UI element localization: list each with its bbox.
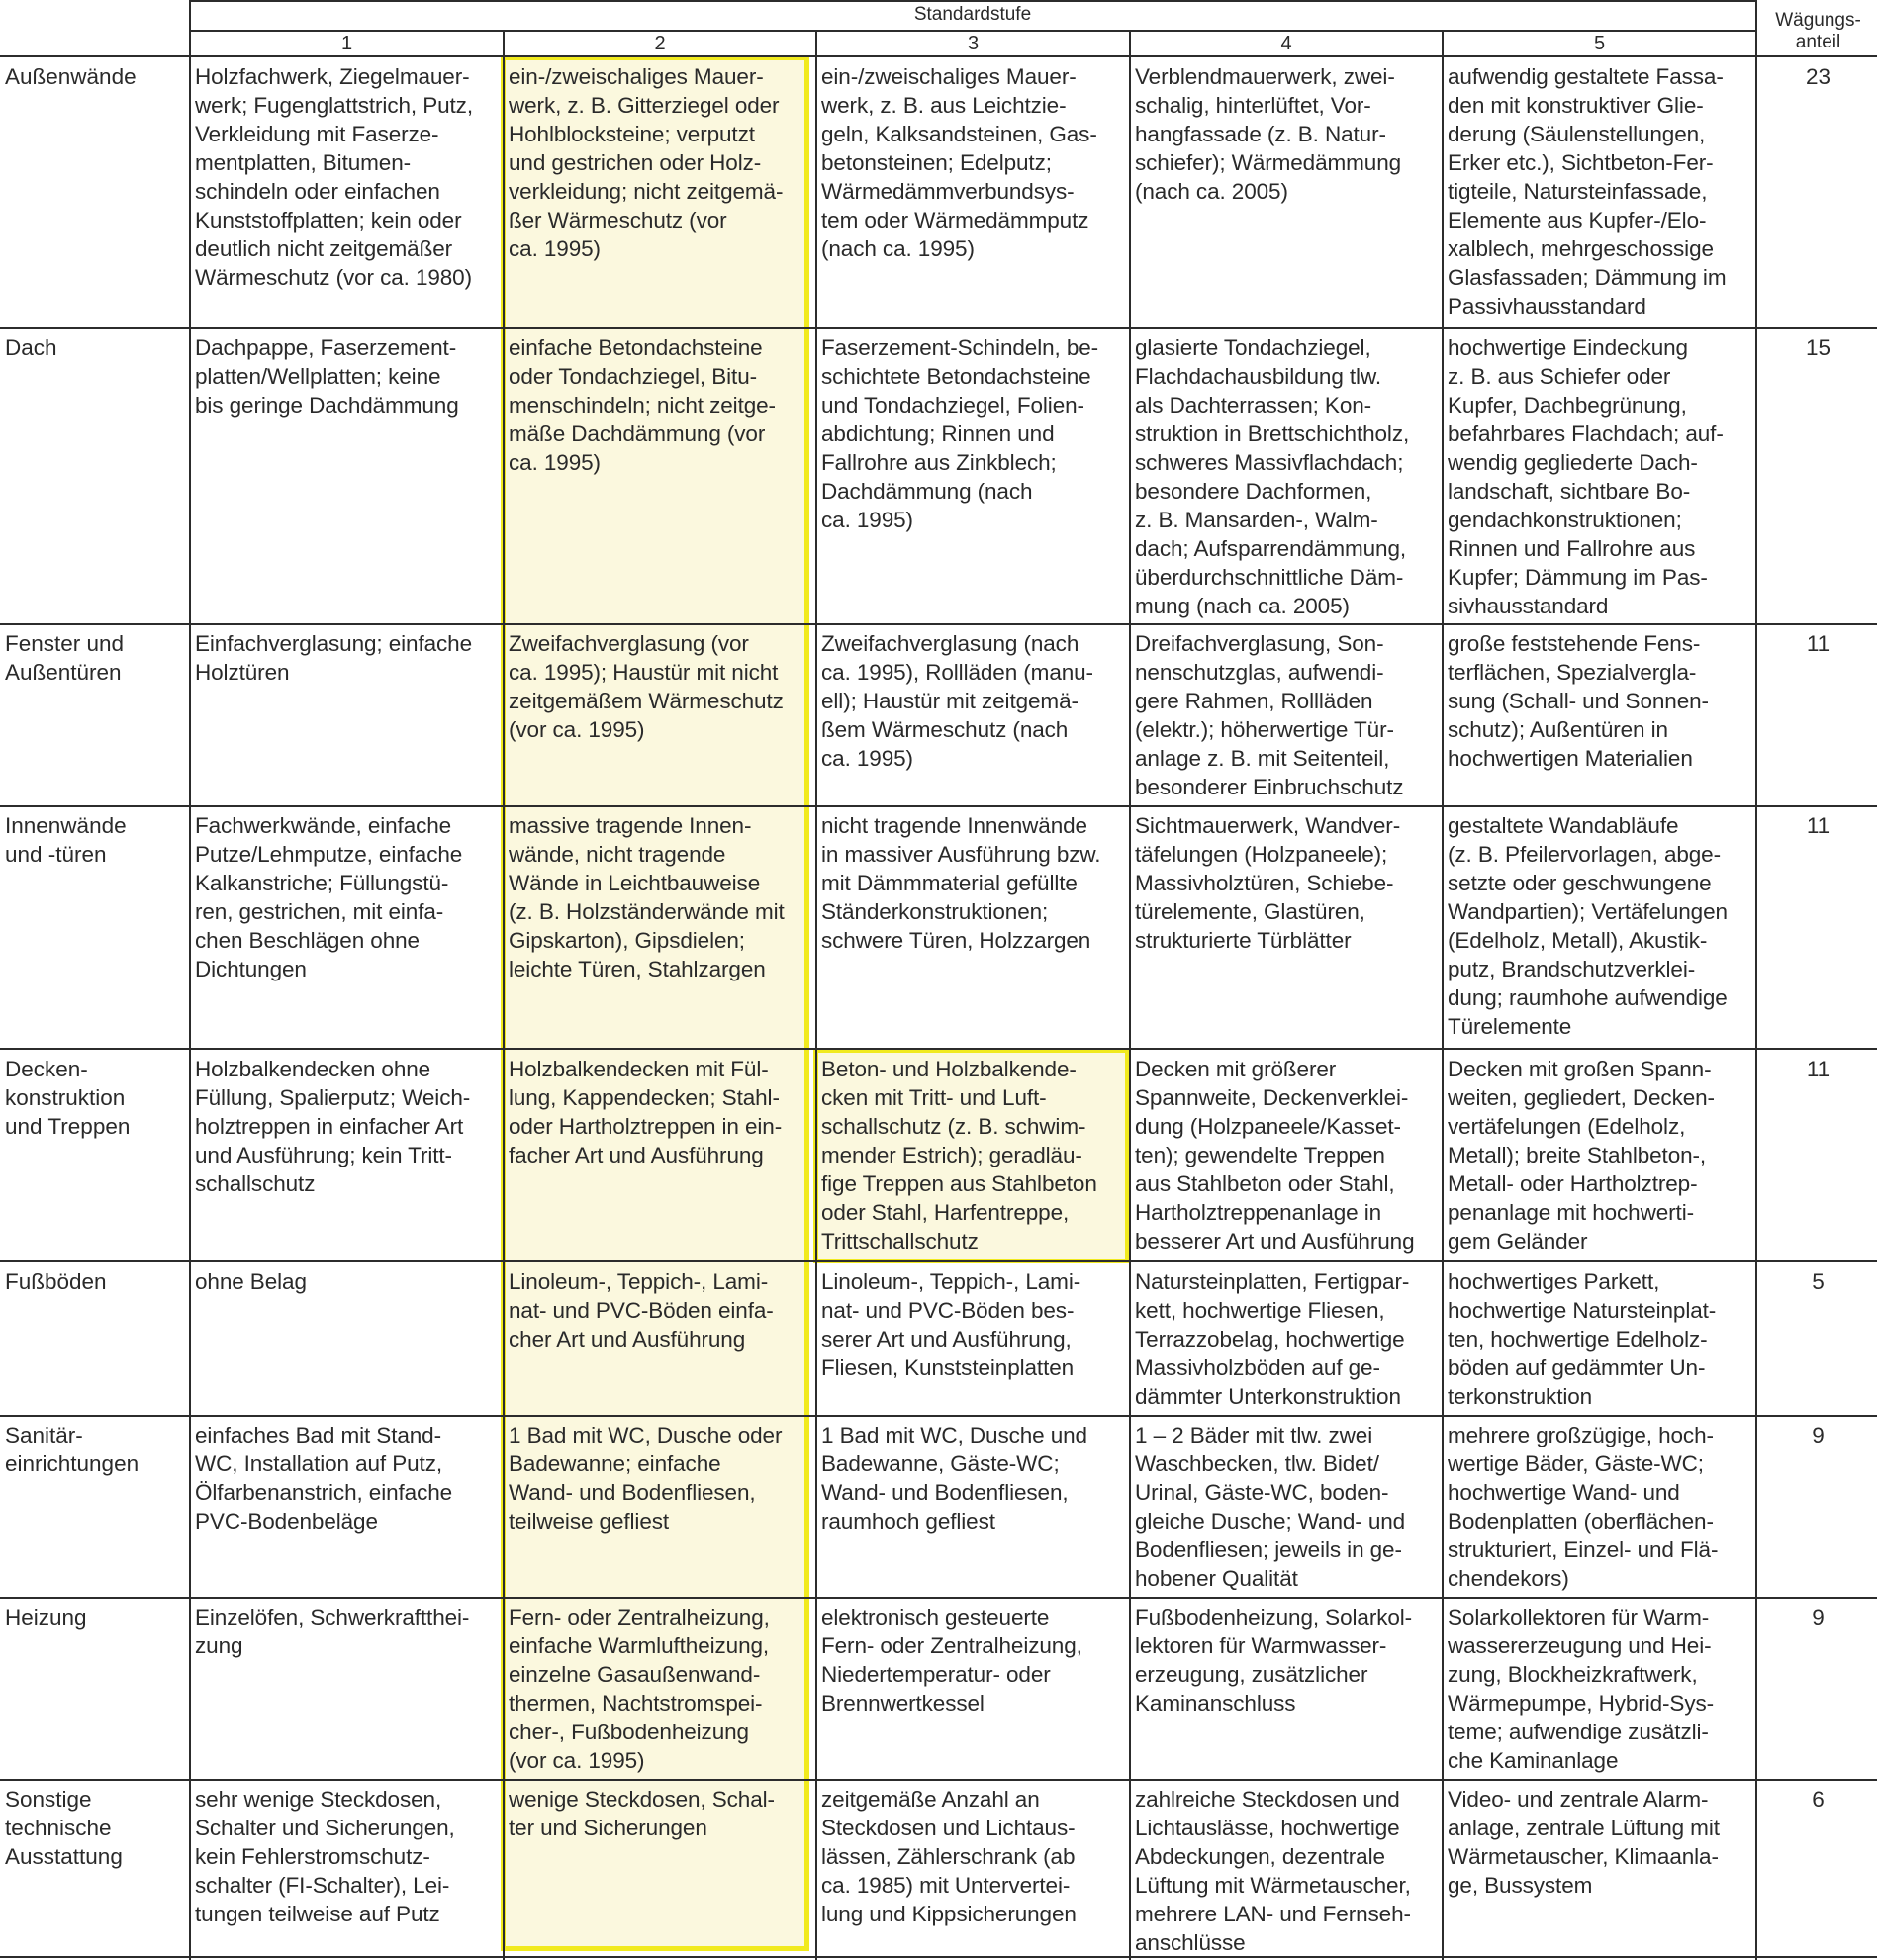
table-cell: große feststehende Fens- terflächen, Spezialvergla- sung (Schall- und Sonnen- schutz); Außentüren in hochwertigen Materialien <box>1448 631 1709 771</box>
weight-value: 23 <box>1805 64 1831 89</box>
table-cell: Solarkollektoren für Warm- wassererzeugung und Hei- zung, Blockheizkraftwerk, Wärmepumpe, Hybrid-Sys- teme; aufwendige zusätzli- che Kaminanlage <box>1448 1605 1715 1773</box>
weight-value: 15 <box>1805 335 1831 360</box>
table-cell: mehrere großzügige, hoch- wertige Bäder, Gäste-WC; hochwertige Wand- und Bodenplatten (oberflächen- strukturiert, Einzel- und Flä- chendekors) <box>1448 1423 1719 1591</box>
header-level-5: 5 <box>1593 33 1606 54</box>
table-cell: wenige Steckdosen, Schal- ter und Sicherungen <box>509 1787 775 1840</box>
table-cell: Fußbodenheizung, Solarkol- lektoren für Warmwasser- erzeugung, zusätzlicher Kaminanschluss <box>1135 1605 1413 1716</box>
table-cell: einfache Betondachsteine oder Tondachziegel, Bitu- menschindeln; nicht zeitge- mäße Dachdämmung (vor ca. 1995) <box>509 335 776 475</box>
table-cell: Holzbalkendecken mit Fül- lung, Kappendecken; Stahl- oder Hartholztreppen in ein- facher Art und Ausführung <box>509 1057 783 1167</box>
weight-value: 9 <box>1812 1423 1825 1447</box>
grid-line <box>0 1048 1877 1050</box>
grid-line <box>815 30 817 1960</box>
row-label: Fenster und Außentüren <box>5 631 125 685</box>
table-cell: Holzfachwerk, Ziegelmauer- werk; Fugenglattstrich, Putz, Verkleidung mit Faserze- mentplatten, Bitumen- schindeln oder einfachen Kunststoffplatten; kein oder deutlich nicht zeitgemäßer Wärmeschutz (vor ca. 1980) <box>195 64 473 290</box>
table-cell: Linoleum-, Teppich-, Lami- nat- und PVC-Böden bes- serer Art und Ausführung, Fliesen, Kunststeinplatten <box>821 1269 1081 1380</box>
header-weight <box>1759 10 1877 53</box>
header-level-3: 3 <box>967 33 980 54</box>
grid-line <box>1442 30 1444 1960</box>
header-level-4: 4 <box>1280 33 1292 54</box>
row-label: Dach <box>5 335 57 360</box>
grid-line <box>0 55 1877 57</box>
table-cell: Fachwerkwände, einfache Putze/Lehmputze, einfache Kalkanstriche; Füllungstü- ren, gestrichen, mit einfa- chen Beschlägen ohne Dichtungen <box>195 813 463 981</box>
row-label: Außenwände <box>5 64 137 89</box>
table-cell: Einfachverglasung; einfache Holztüren <box>195 631 472 685</box>
table-cell: ein-/zweischaliges Mauer- werk, z. B. Gitterziegel oder Hohlblocksteine; verputzt und gestrichen oder Holz- verkleidung; nicht zeitgemä- ßer Wärmeschutz (vor ca. 1995) <box>509 64 784 261</box>
grid-line <box>0 623 1877 625</box>
table-cell: zahlreiche Steckdosen und Lichtauslässe, hochwertige Abdeckungen, dezentrale Lüftung mit Wärmetauscher, mehrere LAN- und Fernseh- anschlüsse <box>1135 1787 1411 1955</box>
table-cell: ein-/zweischaliges Mauer- werk, z. B. aus Leichtzie- geln, Kalksandsteinen, Gas- betonsteinen; Edelputz; Wärmedämmverbundsys- tem oder Wärmedämmputz (nach ca. 1995) <box>821 64 1097 261</box>
table-cell: elektronisch gesteuerte Fern- oder Zentralheizung, Niedertemperatur- oder Brennwertkessel <box>821 1605 1082 1716</box>
table-cell: hochwertiges Parkett, hochwertige Natursteinplat- ten, hochwertige Edelholz- böden auf gedämmter Un- terkonstruktion <box>1448 1269 1717 1409</box>
row-label: Fußböden <box>5 1269 107 1294</box>
table-cell: Decken mit großen Spann- weiten, gegliedert, Decken- vertäfelungen (Edelholz, Metall); breite Stahlbeton-, Metall- oder Hartholztrep- penanlage mit hochwerti- gem Geländer <box>1448 1057 1715 1254</box>
grid-line <box>503 30 505 1960</box>
table-cell: glasierte Tondachziegel, Flachdachausbildung tlw. als Dachterrassen; Kon- struktion in Brettschichtholz, schweres Massivflachdach; besondere Dachformen, z. B. Mansarden-, Walm- dach; Aufsparrendämmung, überdurchschnittliche Däm- mung (nach ca. 2005) <box>1135 335 1410 618</box>
weight-value: 11 <box>1806 631 1830 656</box>
weight-value: 6 <box>1812 1787 1825 1812</box>
grid-line <box>0 1779 1877 1781</box>
table-cell: aufwendig gestaltete Fassa- den mit konstruktiver Glie- derung (Säulenstellungen, Erker etc.), Sichtbeton-Fer- tigteile, Natursteinfassade, Elemente aus Kupfer-/Elo- xalblech, mehrgeschossige Glasfassaden; Dämmung im Passivhausstandard <box>1448 64 1727 319</box>
row-label: Sanitär- einrichtungen <box>5 1423 140 1476</box>
grid-line <box>0 1415 1877 1417</box>
table-cell: Dachpappe, Faserzement- platten/Wellplatten; keine bis geringe Dachdämmung <box>195 335 459 418</box>
grid-line <box>1755 0 1757 1960</box>
table-cell: 1 Bad mit WC, Dusche oder Badewanne; einfache Wand- und Bodenfliesen, teilweise gefliest <box>509 1423 783 1534</box>
table-cell: 1 – 2 Bäder mit tlw. zwei Waschbecken, tlw. Bidet/ Urinal, Gäste-WC, boden- gleiche Dusche; Wand- und Bodenfliesen; jeweils in ge- hobener Qualität <box>1135 1423 1406 1591</box>
table-cell: ohne Belag <box>195 1269 307 1294</box>
table-cell: Zweifachverglasung (nach ca. 1995), Rollläden (manu- ell); Haustür mit zeitgemä- ßem Wärmeschutz (nach ca. 1995) <box>821 631 1093 771</box>
table-cell: Video- und zentrale Alarm- anlage, zentrale Lüftung mit Wärmetauscher, Klimaanla- ge, Bussystem <box>1448 1787 1720 1898</box>
table-cell: Einzelöfen, Schwerkraftthei- zung <box>195 1605 470 1658</box>
grid-line <box>0 327 1877 329</box>
table-cell: Holzbalkendecken ohne Füllung, Spalierputz; Weich- holztreppen in einfacher Art und Ausführung; kein Tritt- schallschutz <box>195 1057 471 1196</box>
table-cell: Fern- oder Zentralheizung, einfache Warmluftheizung, einzelne Gasaußenwand- thermen, Nachtstromspei- cher-, Fußbodenheizung (vor ca. 1995) <box>509 1605 770 1773</box>
row-label: Heizung <box>5 1605 87 1630</box>
table-cell: massive tragende Innen- wände, nicht tragende Wände in Leichtbauweise (z. B. Holzständerwände mit Gipskarton), Gipsdielen; leichte Türen, Stahlzargen <box>509 813 785 981</box>
table-cell: Natursteinplatten, Fertigpar- kett, hochwertige Fliesen, Terrazzobelag, hochwertige Massivholzböden auf ge- dämmter Unterkonstruktion <box>1135 1269 1410 1409</box>
header-weight-line2: anteil <box>1795 32 1841 52</box>
grid-line <box>0 1597 1877 1599</box>
weight-value: 5 <box>1812 1269 1825 1294</box>
table-cell: Linoleum-, Teppich-, Lami- nat- und PVC-Böden einfa- cher Art und Ausführung <box>509 1269 774 1352</box>
grid-line <box>0 805 1877 807</box>
table-cell: 1 Bad mit WC, Dusche und Badewanne, Gäste-WC; Wand- und Bodenfliesen, raumhoch gefliest <box>821 1423 1087 1534</box>
weight-value: 11 <box>1806 813 1830 838</box>
table-cell: zeitgemäße Anzahl an Steckdosen und Lichtaus- lässen, Zählerschrank (ab ca. 1985) mit Untervertei- lung und Kippsicherungen <box>821 1787 1077 1926</box>
row-label: Sonstige technische Ausstattung <box>5 1787 123 1869</box>
table-cell: hochwertige Eindeckung z. B. aus Schiefer oder Kupfer, Dachbegrünung, befahrbares Flachdach; auf- wendig gegliederte Dach- landschaft, sichtbare Bo- gendachkonstruktionen; Rinnen und Fallrohre aus Kupfer; Dämmung im Pas- sivhausstandard <box>1448 335 1724 618</box>
header-level-1: 1 <box>340 33 353 54</box>
table-cell: sehr wenige Steckdosen, Schalter und Sicherungen, kein Fehlerstromschutz- schalter (FI-Schalter), Lei- tungen teilweise auf Putz <box>195 1787 455 1926</box>
table-cell: Beton- und Holzbalkende- cken mit Tritt- und Luft- schallschutz (z. B. schwim- mender Estrich); geradläu- fige Treppen aus Stahlbeton oder Stahl, Harfentreppe, Trittschallschutz <box>821 1057 1097 1254</box>
table-cell: Verblendmauerwerk, zwei- schalig, hinterlüftet, Vor- hangfassade (z. B. Natur- schiefer); Wärmedämmung (nach ca. 2005) <box>1135 64 1402 204</box>
grid-line <box>1129 30 1131 1960</box>
weight-value: 9 <box>1812 1605 1825 1630</box>
grid-line <box>189 0 191 1960</box>
row-label: Decken- konstruktion und Treppen <box>5 1057 131 1139</box>
table-cell: nicht tragende Innenwände in massiver Ausführung bzw. mit Dämmmaterial gefüllte Ständerkonstruktionen; schwere Türen, Holzzargen <box>821 813 1101 953</box>
grid-line <box>0 1260 1877 1262</box>
table-cell: gestaltete Wandabläufe (z. B. Pfeilervorlagen, abge- setzte oder geschwungene Wandpartien); Vertäfelungen (Edelholz, Metall), Akustik- putz, Brandschutzverklei- dung; raumhohe aufwendige Türelemente <box>1448 813 1728 1039</box>
table-cell: Decken mit größerer Spannweite, Deckenverklei- dung (Holzpaneele/Kasset- ten); gewendelte Treppen aus Stahlbeton oder Stahl, Hartholztreppenanlage in besserer Art und Ausführung <box>1135 1057 1415 1254</box>
header-level-2: 2 <box>654 33 666 54</box>
table-cell: Dreifachverglasung, Son- nenschutzglas, aufwendi- gere Rahmen, Rollläden (elektr.); höherwertige Tür- anlage z. B. mit Seitenteil, besonderer Einbruchschutz <box>1135 631 1404 799</box>
row-label: Innenwände und -türen <box>5 813 127 867</box>
table-cell: Zweifachverglasung (vor ca. 1995); Haustür mit nicht zeitgemäßem Wärmeschutz (vor ca. 1995) <box>509 631 784 742</box>
table-cell: Faserzement-Schindeln, be- schichtete Betondachsteine und Tondachziegel, Folien- abdichtung; Rinnen und Fallrohre aus Zinkblech; Dachdämmung (nach ca. 1995) <box>821 335 1099 532</box>
header-standardstufe: Standardstufe <box>913 4 1032 25</box>
header-weight-line1: Wägungs- <box>1775 10 1861 31</box>
weight-value: 11 <box>1806 1057 1830 1081</box>
table-cell: Sichtmauerwerk, Wandver- täfelungen (Holzpaneele); Massivholztüren, Schiebe- türelemente, Glastüren, strukturierte Türblätter <box>1135 813 1401 953</box>
grid-line <box>0 1956 1877 1958</box>
table-cell: einfaches Bad mit Stand- WC, Installation auf Putz, Ölfarbenanstrich, einfache PVC-Bodenbeläge <box>195 1423 453 1534</box>
